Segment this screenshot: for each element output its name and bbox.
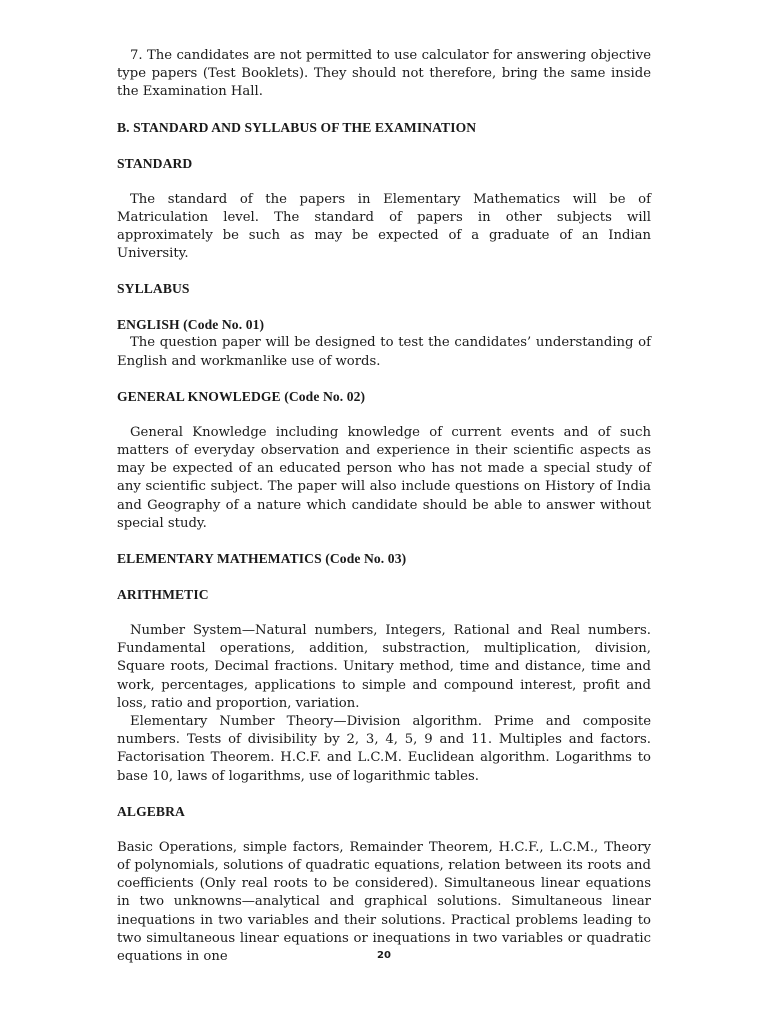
general-knowledge-paragraph: General Knowledge including knowledge of current events and of such matters of everyday observation and experience in their scientific aspects as may be expected of an educated person who has not made a special study of any scientific subject. The paper will also include questions on History of India and Geography of a nature which candidate should be able to answer without special study. <box>117 424 651 531</box>
standard-heading: STANDARD <box>117 155 193 171</box>
english-paragraph: The question paper will be designed to test the candidates’ understanding of English and workmanlike use of words. <box>117 335 651 369</box>
arithmetic-paragraph-number-system: Number System—Natural numbers, Integers, Rational and Real numbers. Fundamental operations, addition, substraction, multiplication, division, Square roots, Decimal fractions. Unitary method, time and distance, time and work, percentages, applications to simple and compound interest, profit and loss, ratio and proportion, variation. <box>117 623 651 711</box>
arithmetic-paragraph-number-theory: Elementary Number Theory—Division algorithm. Prime and composite numbers. Tests of divisibility by 2, 3, 4, 5, 9 and 11. Multiples and factors. Factorisation Theorem. H.C.F. and L.C.M. Euclidean algorithm. Logarithms to base 10, laws of logarithms, use of logarithmic tables. <box>117 714 651 784</box>
elementary-mathematics-heading: ELEMENTARY MATHEMATICS (Code No. 03) <box>117 551 407 567</box>
arithmetic-heading: ARITHMETIC <box>117 587 209 603</box>
section-b-heading: B. STANDARD AND SYLLABUS OF THE EXAMINATION <box>117 119 477 135</box>
english-heading: ENGLISH (Code No. 01) <box>117 317 265 333</box>
syllabus-heading: SYLLABUS <box>117 281 190 297</box>
paragraph-calculator-rule: 7. The candidates are not permitted to use calculator for answering objective type papers (Test Booklets). They should not therefore, bring the same inside the Examination Hall. <box>117 48 651 100</box>
standard-paragraph: The standard of the papers in Elementary Mathematics will be of Matriculation level. The standard of papers in other subjects will approximately be such as may be expected of a graduate of an Indian University. <box>117 191 651 262</box>
algebra-heading: ALGEBRA <box>117 803 185 819</box>
algebra-paragraph: Basic Operations, simple factors, Remainder Theorem, H.C.F., L.C.M., Theory of polynomials, solutions of quadratic equations, relation between its roots and coefficients (Only real roots to be considered). Simultaneous linear equations in two unknowns—analytical and graphical solutions. Simultaneous linear inequations in two variables and their solutions. Practical problems leading to two simultaneous linear equations or inequations in two variables or quadratic equations in one <box>117 839 651 965</box>
general-knowledge-heading: GENERAL KNOWLEDGE (Code No. 02) <box>117 388 366 404</box>
page-number: 20 <box>377 950 391 961</box>
